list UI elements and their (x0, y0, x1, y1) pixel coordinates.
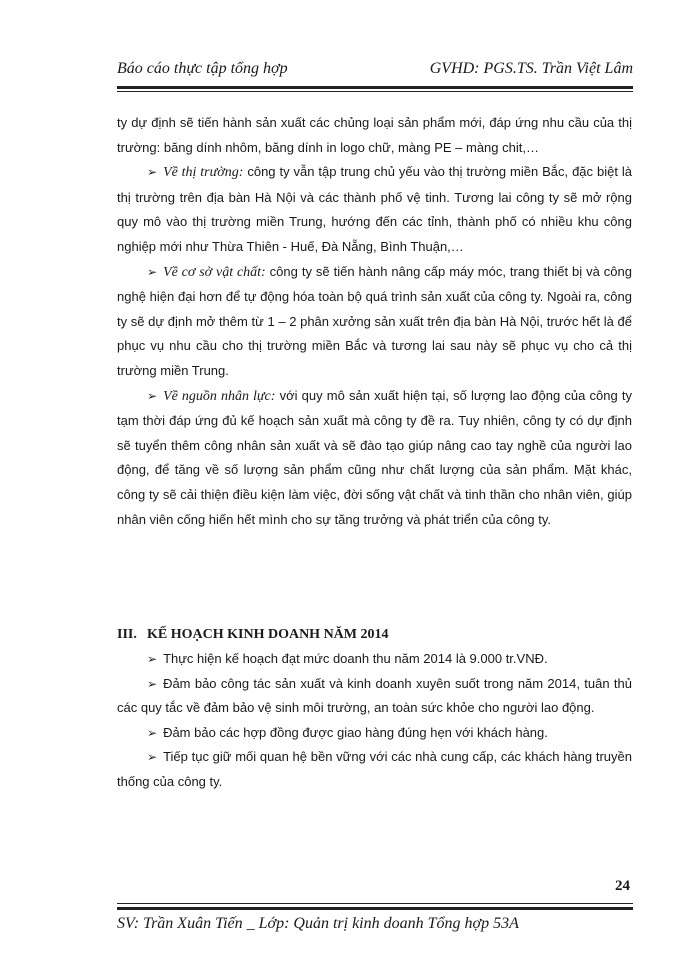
page-header (117, 60, 633, 84)
bullet-arrow-icon: ➢ (147, 676, 158, 691)
list-item: ➢ Tiếp tục giữ mối quan hệ bền vững với các nhà cung cấp, các khách hàng truyền thống của công ty. (117, 749, 632, 789)
bullet-arrow-icon: ➢ (147, 264, 158, 279)
paragraph-facilities (117, 260, 632, 384)
list-item: ➢ Đảm bảo công tác sản xuất và kinh doanh xuyên suốt trong năm 2014, tuân thủ các quy tắc về đảm bảo vệ sinh môi trường, an toàn sức khỏe cho người lao động. (117, 675, 632, 716)
paragraph-human-resources (117, 384, 632, 533)
header-report-title: Báo cáo thực tập tổng hợp (117, 60, 288, 77)
paragraph-text: công ty vẫn tập trung chủ yếu vào thị trường miền Bắc, đặc biệt là thị trường trên địa bàn Hà Nội và các thành phố vệ tinh. Tương lai công ty sẽ mở rộng quy mô vào thị trường miền Trung, hướng đến các tỉnh, thành phố có nhiều khu công nghiệp mới như Thừa Thiên - Huế, Đà Nẵng, Bình Thuận,… (117, 164, 633, 254)
section-number: III. (117, 627, 137, 642)
paragraph-label: Về thị trường: (163, 165, 244, 181)
header-supervisor: GVHD: PGS.TS. Trần Việt Lâm (429, 60, 633, 77)
list-item: ➢ Thực hiện kế hoạch đạt mức doanh thu năm 2014 là 9.000 tr.VNĐ. (147, 651, 548, 666)
list-item: ➢ Đảm bảo các hợp đồng được giao hàng đúng hẹn với khách hàng. (147, 724, 548, 740)
paragraph-market (117, 160, 632, 259)
section-title: KẾ HOẠCH KINH DOANH NĂM 2014 (147, 627, 389, 642)
bullet-arrow-icon: ➢ (147, 652, 158, 666)
footer-rule-thin (117, 903, 633, 904)
paragraph-continued: ty dự định sẽ tiến hành sản xuất các chủng loại sản phẩm mới, đáp ứng nhu cầu của thị trường: băng dính nhôm, băng dính in logo chữ, màng PE – màng chit,… (117, 115, 632, 155)
bullet-arrow-icon: ➢ (147, 750, 158, 765)
paragraph-label: Về cơ sở vật chất: (163, 264, 266, 280)
paragraph-text: với quy mô sản xuất hiện tại, số lượng lao động của công ty tạm thời đáp ứng đủ kế hoạch sản xuất mà công ty đề ra. Tuy nhiên, công ty có dự định sẽ tuyển thêm công nhân sản xuất và sẽ đào tạo giúp nâng cao tay nghề của người lao động, để tăng về số lượng sản phẩm cũng như chất lượng của sản phẩm. Mặt khác, công ty sẽ cải thiện điều kiện làm việc, đời sống vật chất và tinh thần cho nhân viên, giúp nhân viên cống hiến hết mình cho sự tăng trưởng và phát triển của công ty. (117, 387, 632, 527)
paragraph-label: Về nguồn nhân lực: (163, 388, 276, 404)
bullet-arrow-icon: ➢ (147, 725, 158, 740)
paragraph-text: công ty sẽ tiến hành nâng cấp máy móc, trang thiết bị và công nghệ hiện đại hơn để tự động hóa toàn bộ quá trình sản xuất của công ty. Ngoài ra, công ty sẽ dự định mở thêm từ 1 – 2 phân xưởng sản xuất trên địa bàn Hà Nội, trước hết là để phục vụ nhu cầu cho thị trường miền Bắc và tương lai sau này sẽ phục vụ cho cả thị trường miền Trung. (117, 263, 632, 378)
bullet-arrow-icon: ➢ (147, 388, 158, 403)
header-rule-thick (117, 86, 633, 89)
section-heading (117, 623, 632, 647)
footer-rule-thick (117, 907, 633, 910)
bullet-arrow-icon: ➢ (147, 165, 158, 180)
page-number: 24 (615, 878, 630, 894)
header-rule-thin (117, 91, 633, 92)
page-footer: SV: Trần Xuân Tiến _ Lớp: Quản trị kinh doanh Tổng hợp 53A (117, 915, 519, 932)
body-content (117, 111, 632, 532)
section-business-plan (117, 623, 632, 795)
